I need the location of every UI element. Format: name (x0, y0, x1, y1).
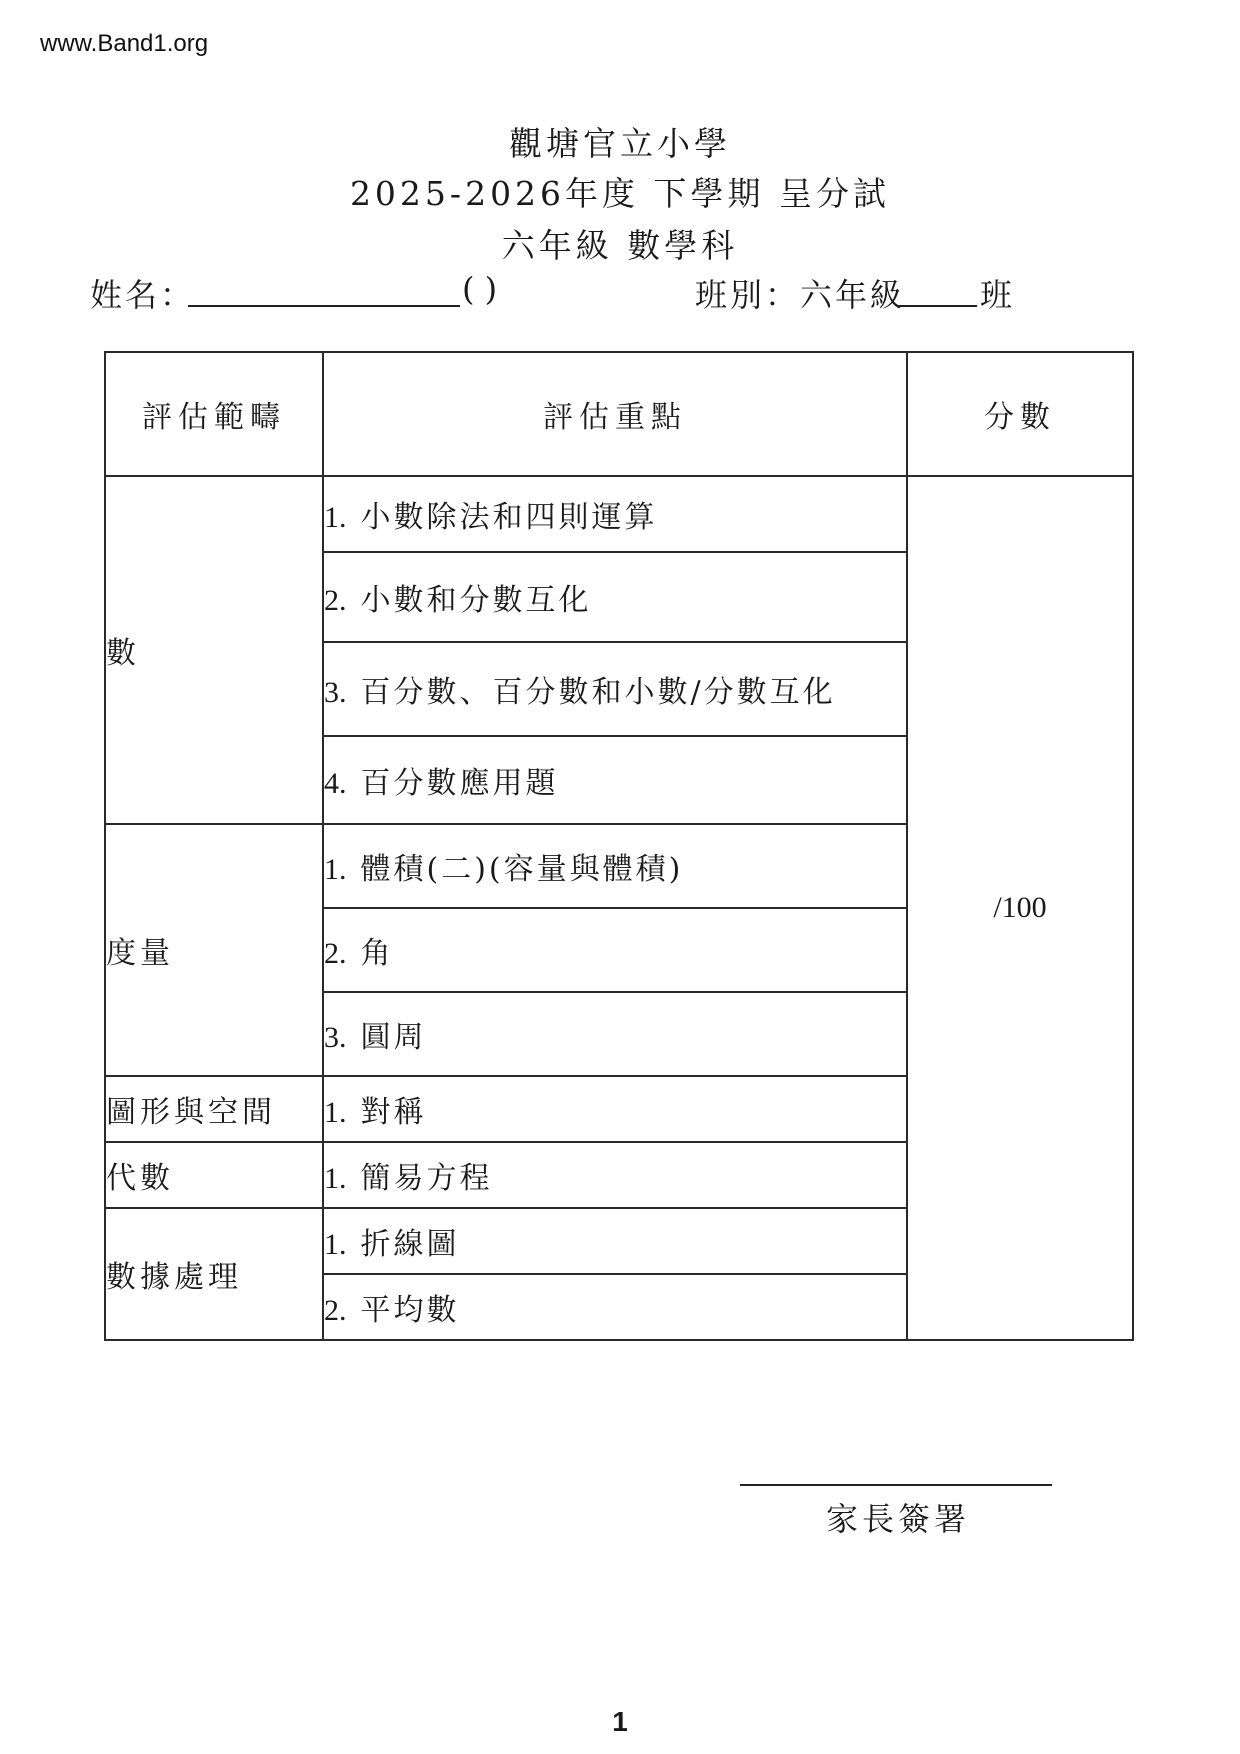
focus-item: 4. 百分數應用題 (323, 736, 907, 824)
name-label: 姓名： (90, 276, 196, 314)
category-measure: 度量 (105, 824, 323, 1076)
category-algebra: 代數 (105, 1142, 323, 1208)
category-number: 數 (105, 476, 323, 824)
class-blank-line (897, 305, 977, 307)
focus-item: 2. 小數和分數互化 (323, 552, 907, 642)
class-suffix: 班 (980, 276, 1016, 314)
assessment-scope-table (104, 351, 1134, 1341)
parent-signature-label: 家長簽署 (826, 1500, 971, 1538)
focus-item: 1. 小數除法和四則運算 (323, 476, 907, 552)
exam-subject: 六年級 數學科 (501, 226, 739, 265)
school-name: 觀塘官立小學 (509, 124, 731, 163)
page-number: 1 (612, 1706, 628, 1737)
signature-line (740, 1484, 1052, 1486)
table-header-row (105, 352, 1133, 476)
table-row (105, 476, 1133, 552)
name-blank-line (188, 305, 460, 307)
focus-item: 1. 折線圖 (323, 1208, 907, 1274)
focus-item: 3. 圓周 (323, 992, 907, 1076)
focus-item: 2. 角 (323, 908, 907, 992)
focus-item: 1. 對稱 (323, 1076, 907, 1142)
class-number-blank: ( ) (462, 270, 498, 308)
focus-item: 2. 平均數 (323, 1274, 907, 1340)
header-score: 分數 (907, 352, 1133, 476)
watermark-url: www.Band1.org (40, 30, 209, 57)
exam-term: 2025-2026年度 下學期 呈分試 (349, 174, 891, 213)
score-value: /100 (907, 476, 1133, 1340)
focus-item: 1. 體積(二)(容量與體積) (323, 824, 907, 908)
header-category: 評估範疇 (105, 352, 323, 476)
focus-item: 3. 百分數、百分數和小數/分數互化 (323, 642, 907, 736)
category-data-handling: 數據處理 (105, 1208, 323, 1340)
focus-item: 1. 簡易方程 (323, 1142, 907, 1208)
category-shape-space: 圖形與空間 (105, 1076, 323, 1142)
class-label: 班別：六年級 (695, 276, 906, 314)
header-focus: 評估重點 (323, 352, 907, 476)
